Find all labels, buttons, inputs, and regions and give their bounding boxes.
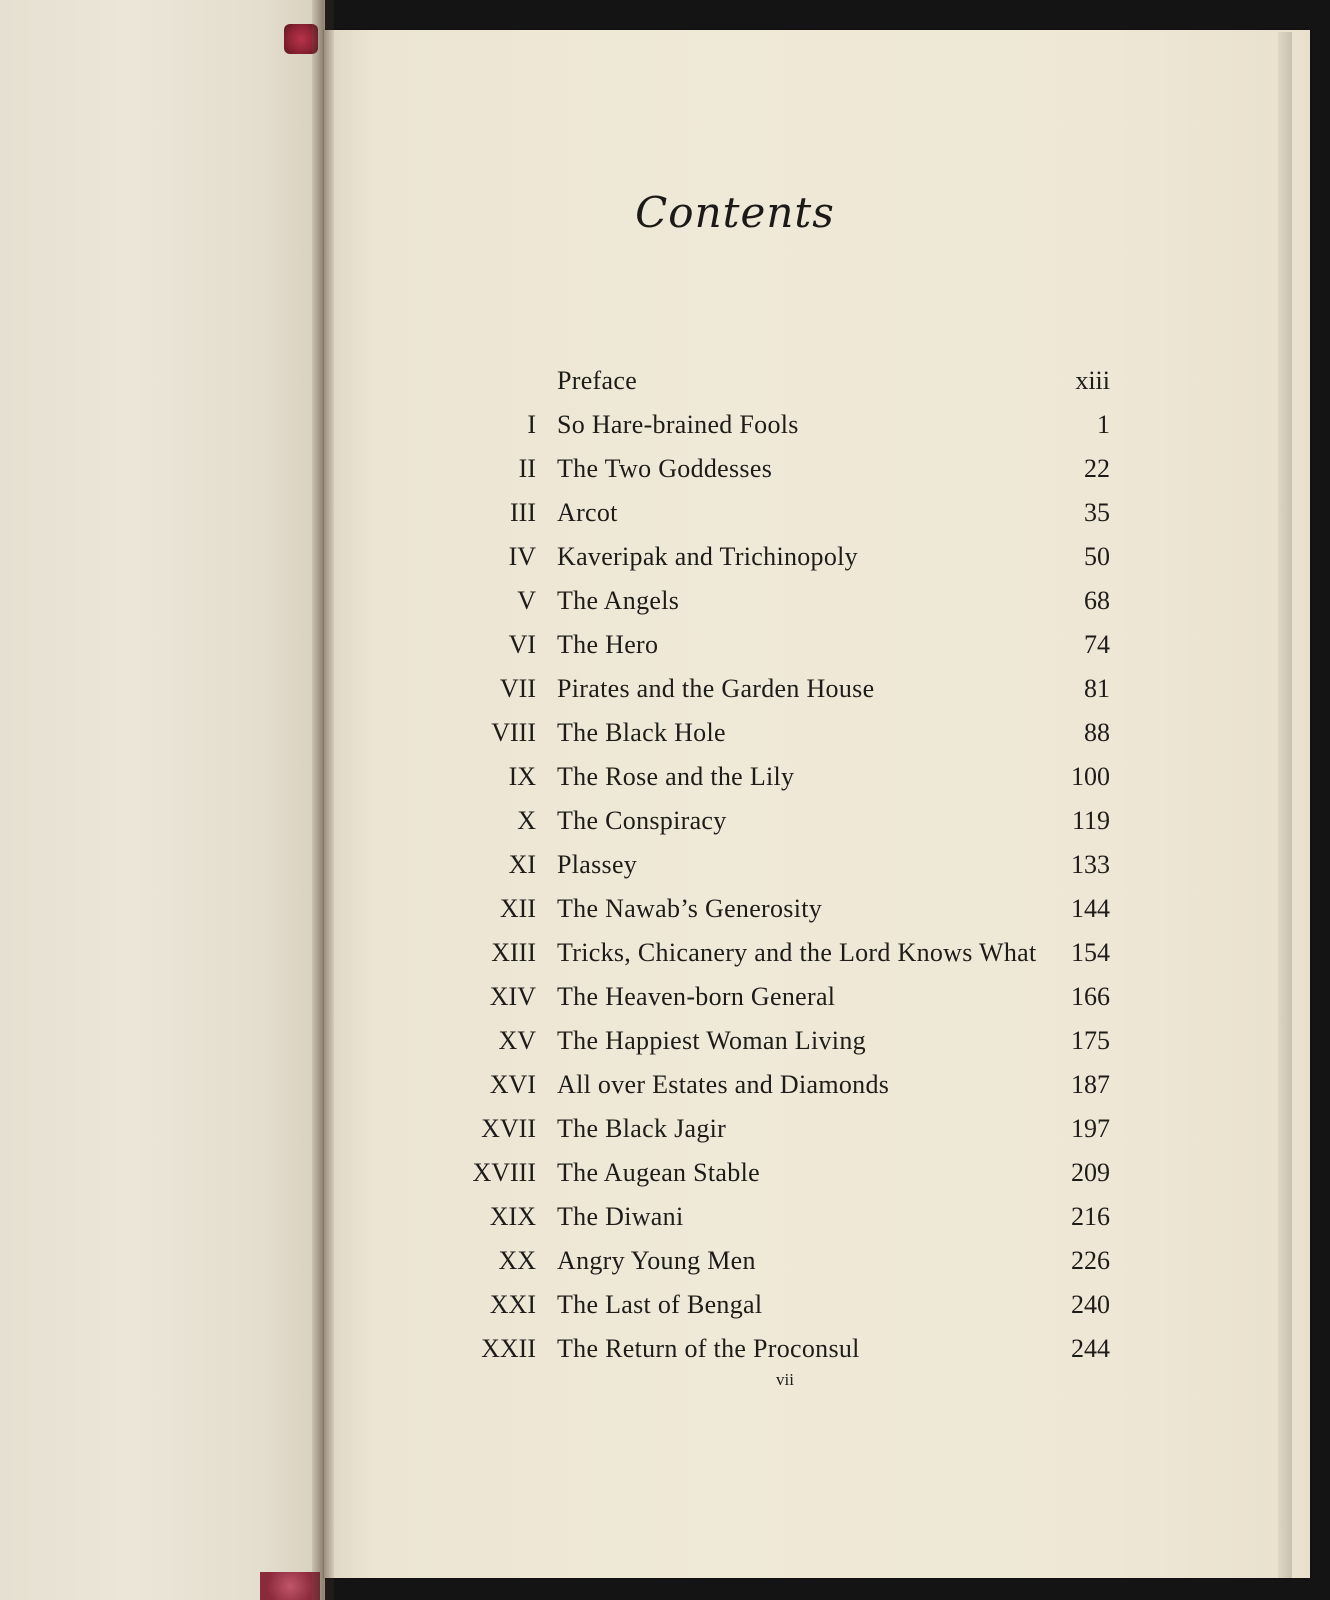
chapter-number: X (517, 806, 536, 835)
chapter-page: 81 (1084, 674, 1110, 703)
toc-entry (440, 447, 1110, 491)
chapter-number: IX (508, 762, 536, 791)
chapter-number: XX (498, 1246, 536, 1275)
toc-entry (440, 359, 1110, 403)
chapter-title: The Conspiracy (557, 806, 727, 835)
toc-entry (440, 975, 1110, 1019)
chapter-title: The Heaven-born General (557, 982, 836, 1011)
chapter-page: 35 (1084, 498, 1110, 527)
chapter-page: 133 (1071, 850, 1110, 879)
toc-entry (440, 887, 1110, 931)
toc-entry (440, 1327, 1110, 1371)
chapter-title: Angry Young Men (557, 1246, 756, 1275)
chapter-title: The Happiest Woman Living (557, 1026, 866, 1055)
chapter-number: VII (499, 674, 536, 703)
chapter-title: The Black Hole (557, 718, 726, 747)
chapter-page: 216 (1071, 1202, 1110, 1231)
toc-entry (440, 1019, 1110, 1063)
toc-entry (440, 843, 1110, 887)
toc-entry (440, 1107, 1110, 1151)
chapter-page: 154 (1071, 938, 1110, 967)
chapter-title: The Return of the Proconsul (557, 1334, 860, 1363)
chapter-page: 226 (1071, 1246, 1110, 1275)
toc-entry (440, 1151, 1110, 1195)
chapter-number: XVIII (472, 1158, 536, 1187)
chapter-title: Plassey (557, 850, 638, 879)
toc-entry (440, 491, 1110, 535)
chapter-title: The Rose and the Lily (557, 762, 795, 791)
chapter-number: XI (508, 850, 536, 879)
chapter-number: II (518, 454, 536, 483)
toc-entry (440, 667, 1110, 711)
toc-entry (440, 799, 1110, 843)
chapter-title: Preface (557, 366, 638, 395)
chapter-number: XVII (481, 1114, 536, 1143)
chapter-number: XXI (489, 1290, 536, 1319)
chapter-number: IV (508, 542, 536, 571)
chapter-number: XII (499, 894, 536, 923)
spine-gutter (312, 0, 334, 1600)
chapter-number: I (527, 410, 536, 439)
chapter-page: 209 (1071, 1158, 1110, 1187)
chapter-page: xiii (1075, 366, 1110, 395)
toc-entry (440, 711, 1110, 755)
chapter-title: The Last of Bengal (557, 1290, 763, 1319)
chapter-number: XXII (481, 1334, 536, 1363)
chapter-title: Arcot (557, 498, 618, 527)
left-page (0, 0, 325, 1600)
chapter-title: Pirates and the Garden House (557, 674, 875, 703)
toc-entry (440, 931, 1110, 975)
chapter-number: XIII (491, 938, 536, 967)
toc-entry (440, 1063, 1110, 1107)
toc-entry (440, 1195, 1110, 1239)
chapter-page: 187 (1071, 1070, 1110, 1099)
chapter-page: 68 (1084, 586, 1110, 615)
chapter-title: The Nawab’s Generosity (557, 894, 823, 923)
chapter-page: 88 (1084, 718, 1110, 747)
chapter-number: XIV (489, 982, 536, 1011)
chapter-title: The Hero (557, 630, 659, 659)
page-edge (1278, 32, 1292, 1578)
chapter-title: The Two Goddesses (557, 454, 773, 483)
chapter-page: 144 (1071, 894, 1110, 923)
chapter-number: XIX (489, 1202, 536, 1231)
toc-entry (440, 1283, 1110, 1327)
toc-entry (440, 1239, 1110, 1283)
chapter-page: 119 (1071, 806, 1110, 835)
chapter-number: XV (498, 1026, 536, 1055)
page-number: vii (776, 1370, 794, 1389)
chapter-page: 22 (1084, 454, 1110, 483)
chapter-page: 50 (1084, 542, 1110, 571)
chapter-page: 175 (1071, 1026, 1110, 1055)
chapter-page: 240 (1071, 1290, 1110, 1319)
toc-entry (440, 579, 1110, 623)
chapter-number: III (510, 498, 536, 527)
toc-entry (440, 755, 1110, 799)
chapter-title: All over Estates and Diamonds (557, 1070, 890, 1099)
page-title: Contents (635, 188, 835, 237)
chapter-page: 166 (1071, 982, 1110, 1011)
chapter-page: 100 (1071, 762, 1110, 791)
table-of-contents (440, 359, 1110, 1371)
chapter-title: The Augean Stable (557, 1158, 760, 1187)
chapter-title: Tricks, Chicanery and the Lord Knows What (557, 938, 1037, 967)
chapter-page: 1 (1097, 410, 1110, 439)
toc-entry (440, 403, 1110, 447)
chapter-number: VI (508, 630, 536, 659)
toc-entry (440, 535, 1110, 579)
chapter-number: VIII (491, 718, 536, 747)
headband-bottom (260, 1572, 320, 1600)
toc-entry (440, 623, 1110, 667)
chapter-title: So Hare-brained Fools (557, 410, 799, 439)
chapter-page: 74 (1084, 630, 1110, 659)
chapter-page: 197 (1071, 1114, 1110, 1143)
chapter-title: Kaveripak and Trichinopoly (557, 542, 858, 571)
chapter-title: The Diwani (557, 1202, 684, 1231)
chapter-title: The Angels (557, 586, 680, 615)
chapter-title: The Black Jagir (557, 1114, 727, 1143)
chapter-number: V (517, 586, 536, 615)
chapter-number: XVI (489, 1070, 536, 1099)
chapter-page: 244 (1071, 1334, 1110, 1363)
